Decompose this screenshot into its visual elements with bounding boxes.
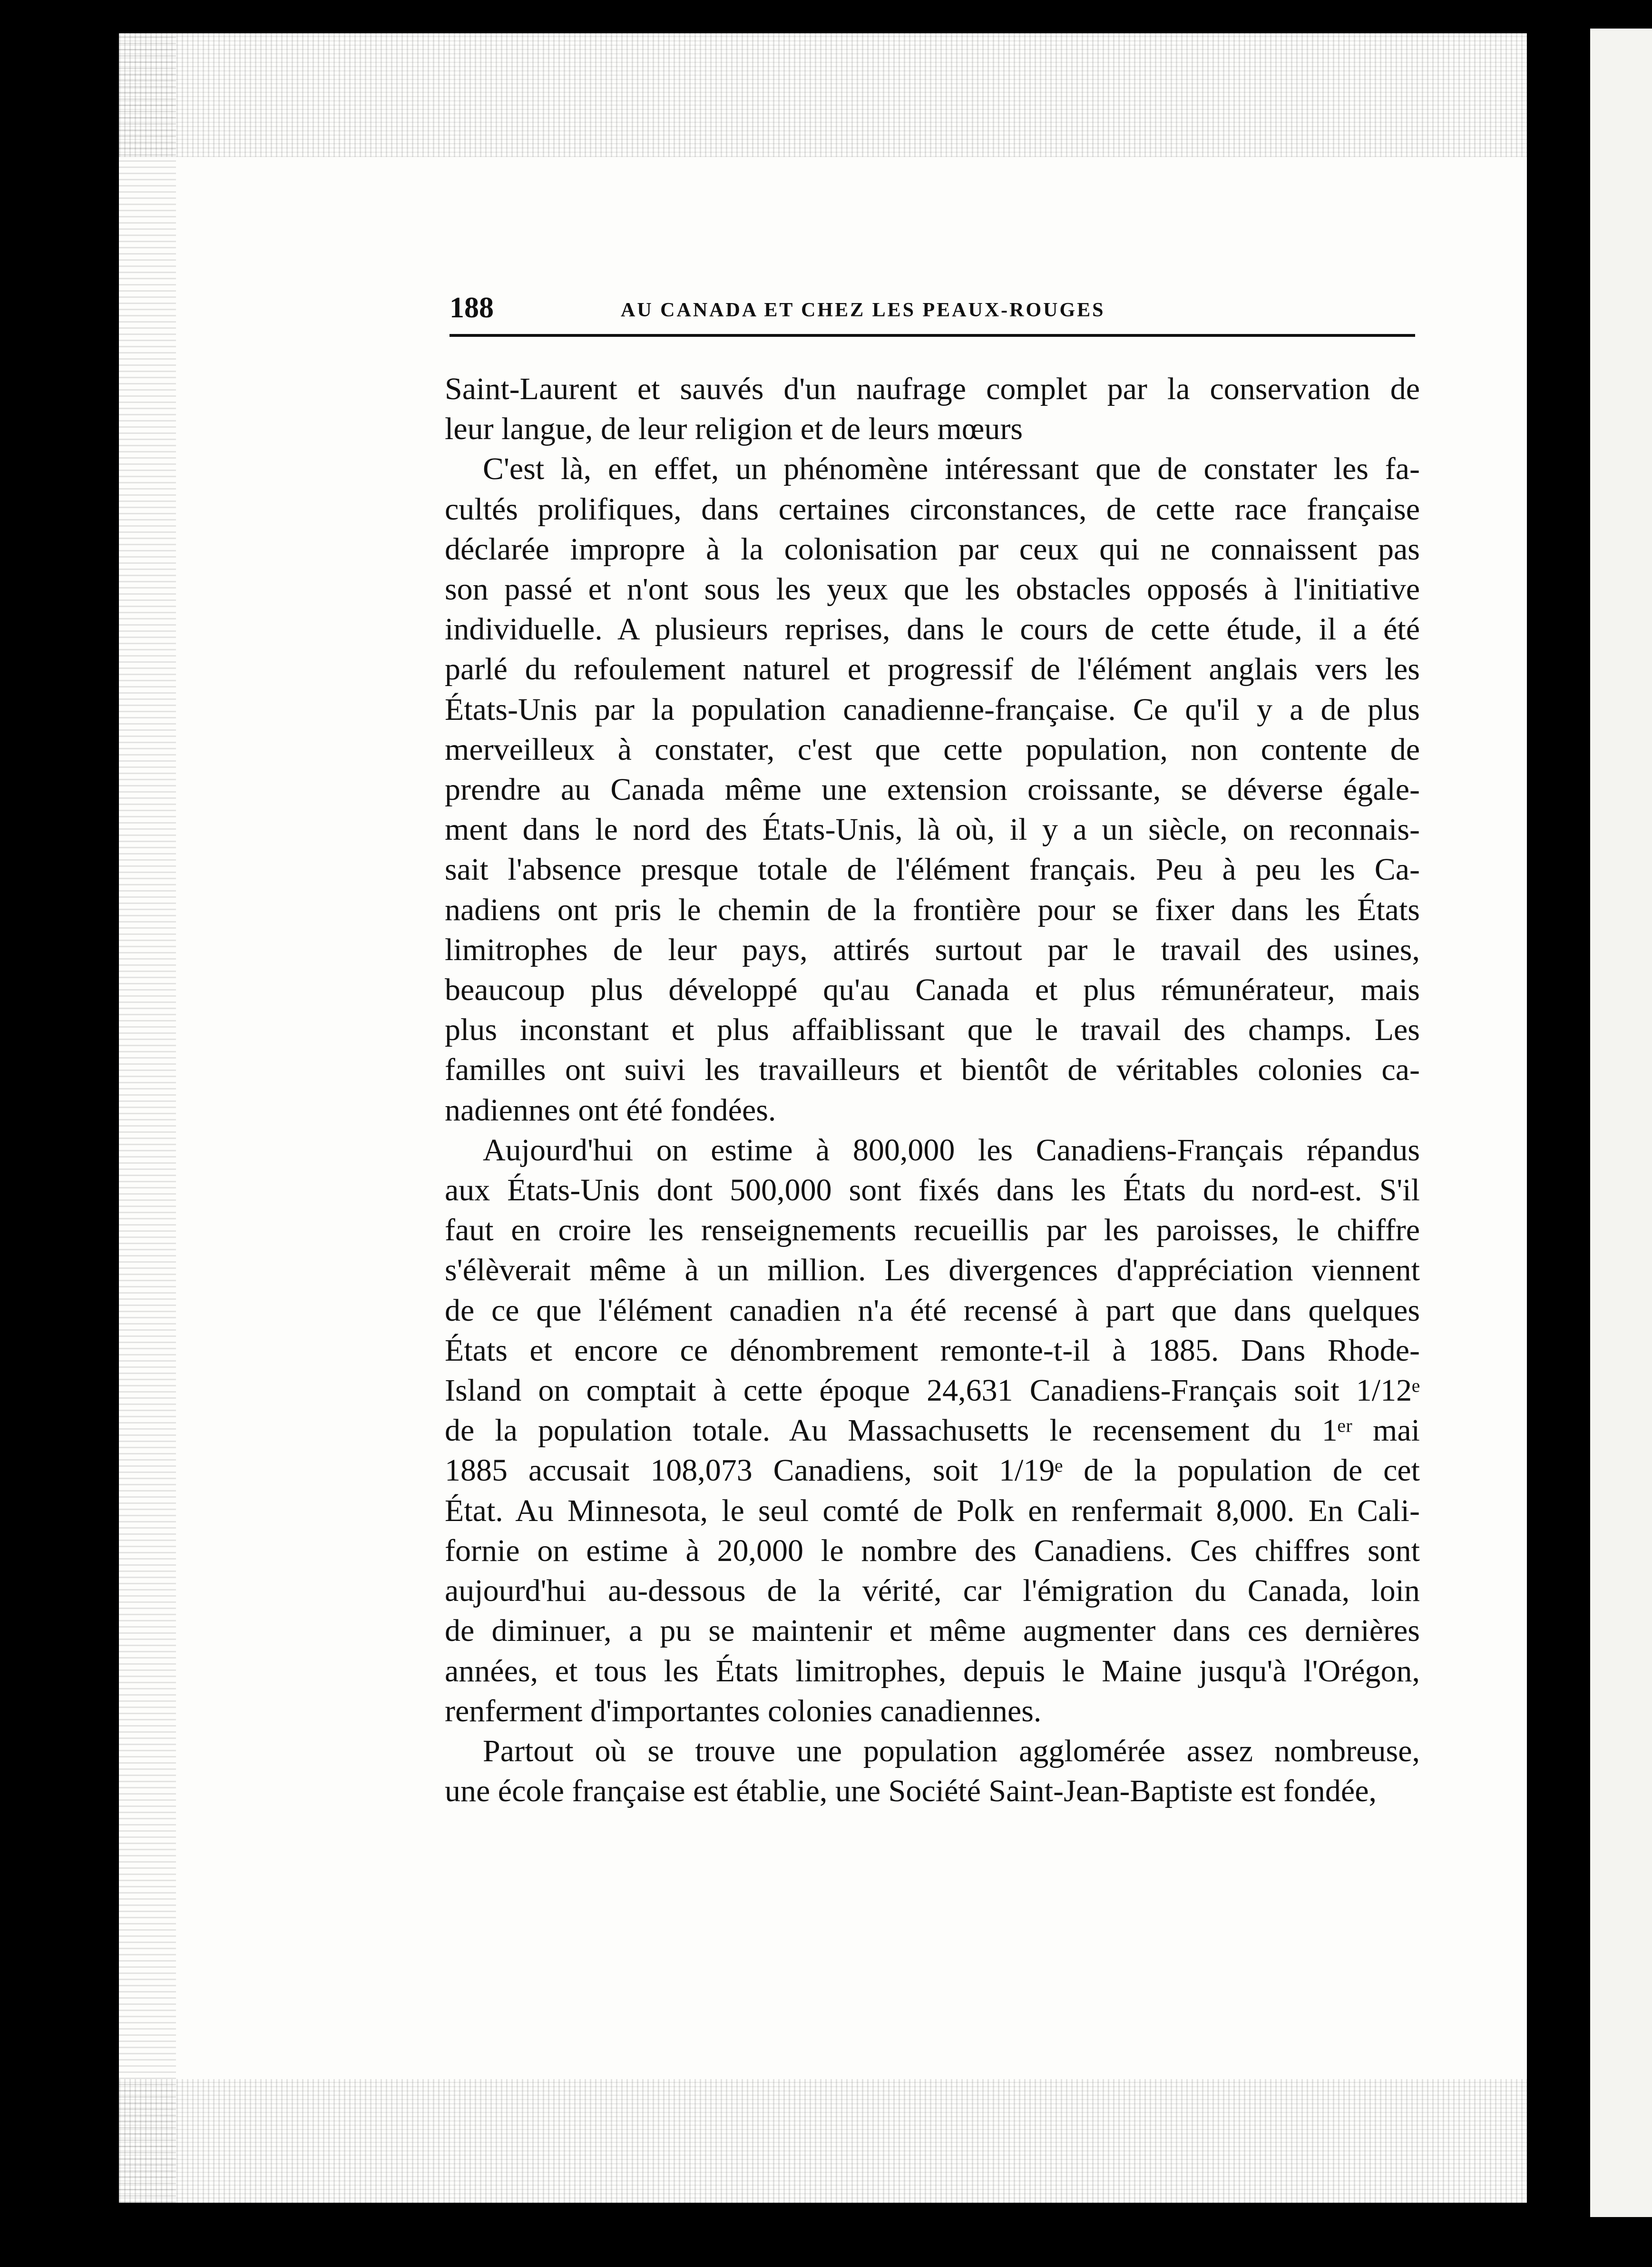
paragraph	[445, 1731, 1420, 1811]
text-line: de la population totale. Au Massachusetts le recensement du 1ᵉʳ mai	[445, 1413, 1420, 1448]
text-line: de diminuer, a pu se maintenir et même augmenter dans ces dernières	[445, 1613, 1420, 1649]
text-line: nadiennes ont été fondées.	[445, 1092, 776, 1128]
text-line: faut en croire les renseignements recueillis par les paroisses, le chiffre	[445, 1213, 1420, 1248]
text-line: limitrophes de leur pays, attirés surtout par le travail des usines,	[445, 932, 1420, 967]
text-line: prendre au Canada même une extension croissante, se déverse égale-	[445, 772, 1420, 807]
paragraph	[445, 1130, 1420, 1731]
text-line: Island on comptait à cette époque 24,631 Canadiens-Français soit 1/12ᵉ	[445, 1373, 1420, 1408]
text-line: C'est là, en effet, un phénomène intéressant que de constater les fa-	[483, 451, 1420, 487]
text-line: fornie on estime à 20,000 le nombre des Canadiens. Ces chiffres sont	[445, 1533, 1420, 1568]
text-line: déclarée impropre à la colonisation par ceux qui ne connaissent pas	[445, 531, 1420, 567]
text-line: Aujourd'hui on estime à 800,000 les Canadiens-Français répandus	[483, 1132, 1420, 1168]
scan-noise-left	[119, 33, 176, 2203]
text-line: s'élèverait même à un million. Les divergences d'appréciation viennent	[445, 1253, 1420, 1288]
text-line: son passé et n'ont sous les yeux que les obstacles opposés à l'initiative	[445, 572, 1420, 607]
text-line: aux États-Unis dont 500,000 sont fixés dans les États du nord-est. S'il	[445, 1173, 1420, 1208]
text-line: sait l'absence presque totale de l'élément français. Peu à peu les Ca-	[445, 852, 1420, 887]
text-line: parlé du refoulement naturel et progressif de l'élément anglais vers les	[445, 652, 1420, 687]
text-line: plus inconstant et plus affaiblissant que le travail des champs. Les	[445, 1012, 1420, 1048]
text-line: nadiens ont pris le chemin de la frontière pour se fixer dans les États	[445, 892, 1420, 927]
paragraph	[445, 449, 1420, 1130]
page-header	[450, 291, 1415, 337]
text-line: renferment d'importantes colonies canadiennes.	[445, 1693, 1042, 1728]
running-head: AU CANADA ET CHEZ LES PEAUX-ROUGES	[621, 299, 1105, 321]
text-line: cultés prolifiques, dans certaines circonstances, de cette race française	[445, 491, 1420, 527]
text-line: beaucoup plus développé qu'au Canada et plus rémunérateur, mais	[445, 972, 1420, 1008]
text-line: Partout où se trouve une population agglomérée assez nombreuse,	[483, 1733, 1420, 1768]
text-line: de ce que l'élément canadien n'a été recensé à part que dans quelques	[445, 1293, 1420, 1328]
text-line: aujourd'hui au-dessous de la vérité, car l'émigration du Canada, loin	[445, 1573, 1420, 1609]
text-line: merveilleux à constater, c'est que cette population, non contente de	[445, 732, 1420, 767]
text-line: États-Unis par la population canadienne-française. Ce qu'il y a de plus	[445, 692, 1420, 727]
text-line: Saint-Laurent et sauvés d'un naufrage complet par la conservation de	[445, 372, 1420, 406]
scan-noise-bottom	[119, 2079, 1527, 2203]
adjacent-page-edge	[1571, 29, 1652, 2217]
scan-noise-top	[119, 33, 1527, 157]
text-line: une école française est établie, une Société Saint-Jean-Baptiste est fondée,	[445, 1774, 1377, 1809]
text-line: leur langue, de leur religion et de leurs mœurs	[445, 412, 1023, 447]
paragraph	[445, 369, 1420, 449]
page-number: 188	[450, 292, 494, 324]
body-text	[445, 369, 1420, 1811]
text-line: années, et tous les États limitrophes, depuis le Maine jusqu'à l'Orégon,	[445, 1653, 1420, 1688]
text-line: individuelle. A plusieurs reprises, dans le cours de cette étude, il a été	[445, 612, 1420, 647]
text-line: 1885 accusait 108,073 Canadiens, soit 1/19ᵉ de la population de cet	[445, 1453, 1420, 1488]
text-line: ment dans le nord des États-Unis, là où, il y a un siècle, on reconnais-	[445, 812, 1420, 847]
text-line: États et encore ce dénombrement remonte-t-il à 1885. Dans Rhode-	[445, 1333, 1420, 1368]
text-line: familles ont suivi les travailleurs et bientôt de véritables colonies ca-	[445, 1052, 1420, 1088]
text-line: État. Au Minnesota, le seul comté de Polk en renfermait 8,000. En Cali-	[445, 1493, 1420, 1528]
